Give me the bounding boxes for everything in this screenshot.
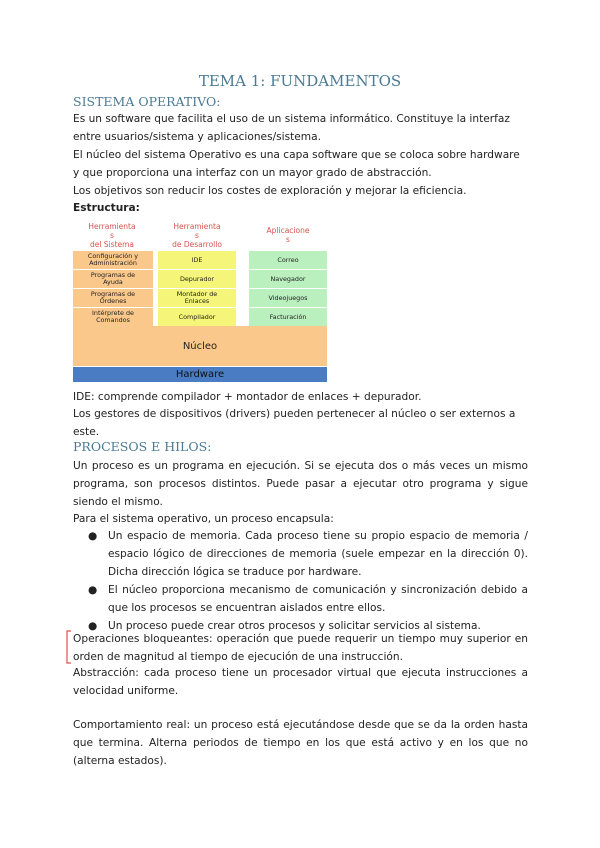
paragraph: Operaciones bloqueantes: operación que puede requerir un tiempo muy superior en orden de magnitud al tiempo de ejecución de una instrucción. [73, 633, 528, 663]
diagram-cell: Videojuegos [268, 293, 308, 302]
diagram-header-dev-tools: Herramienta s de Desarrollo [172, 222, 222, 249]
list-item: ● Un espacio de memoria. Cada proceso tiene su propio espacio de memoria / espacio lógico de direcciones de memoria (suele empezar en la dirección 0). Dicha dirección lógica se traduce por hardware. [73, 527, 528, 581]
page-title: TEMA 1: FUNDAMENTOS [198, 72, 402, 90]
diagram-cell: Facturación [269, 312, 307, 321]
paragraph: Comportamiento real: un proceso está ejecutándose desde que se da la orden hasta que termina. Alterna periodos de tiempo en los que está activo y en los que no (alterna estados). [73, 719, 528, 767]
margin-annotation-icon [66, 630, 72, 664]
diagram-cell: Compilador [178, 312, 216, 321]
bullet-list [73, 527, 528, 635]
paragraph: El núcleo del sistema Operativo es una capa software que se coloca sobre hardware y que proporciona una interfaz con un mayor grado de abstracción. [73, 149, 520, 179]
diagram-cell: Configuración y Administración [87, 252, 139, 267]
os-structure-diagram [73, 222, 327, 382]
paragraph: IDE: comprende compilador + montador de enlaces + depurador. [73, 391, 422, 403]
diagram-header-applications: Aplicacione s [266, 226, 310, 244]
paragraph: Abstracción: cada proceso tiene un procesador virtual que ejecuta instrucciones a velocidad uniforme. [73, 667, 528, 697]
bullet-icon: ● [88, 620, 98, 632]
section-heading-sistema-operativo: SISTEMA OPERATIVO: [73, 94, 221, 109]
structure-label: Estructura: [73, 202, 140, 214]
bullet-icon: ● [88, 530, 98, 542]
diagram-cell: Correo [277, 255, 299, 264]
diagram-cell: Intérprete de Comandos [92, 309, 134, 324]
list-item: ● El núcleo proporciona mecanismo de comunicación y sincronización debido a que los procesos se encuentran aislados entre ellos. [73, 581, 528, 617]
diagram-cell: Programas de Órdenes [90, 290, 136, 305]
diagram-cell: Depurador [179, 274, 215, 283]
diagram-header-system-tools: Herramienta s del Sistema [88, 222, 136, 249]
diagram-cell: Montador de Enlaces [176, 290, 218, 305]
section-heading-procesos-hilos: PROCESOS E HILOS: [73, 439, 212, 454]
diagram-cell: Navegador [270, 274, 306, 283]
paragraph: Los gestores de dispositivos (drivers) pueden pertenecer al núcleo o ser externos a este. [73, 408, 516, 438]
diagram-cell: IDE [191, 255, 203, 264]
list-item: ● Un proceso puede crear otros procesos y solicitar servicios al sistema. [73, 617, 528, 635]
bullet-icon: ● [88, 584, 98, 596]
diagram-hardware-layer: Hardware [73, 367, 327, 382]
diagram-cell: Programas de Ayuda [90, 271, 136, 286]
diagram-kernel-layer: Núcleo [73, 326, 327, 366]
paragraph: Es un software que facilita el uso de un sistema informático. Constituye la interfaz entre usuarios/sistema y aplicaciones/sistema. [73, 113, 510, 143]
paragraph: Un proceso es un programa en ejecución. Si se ejecuta dos o más veces un mismo programa, son procesos distintos. Puede pasar a ejecutar otro programa y sigue siendo el mismo. [73, 460, 528, 508]
paragraph: Los objetivos son reducir los costes de exploración y mejorar la eficiencia. [73, 185, 467, 197]
paragraph: Para el sistema operativo, un proceso encapsula: [73, 513, 334, 525]
